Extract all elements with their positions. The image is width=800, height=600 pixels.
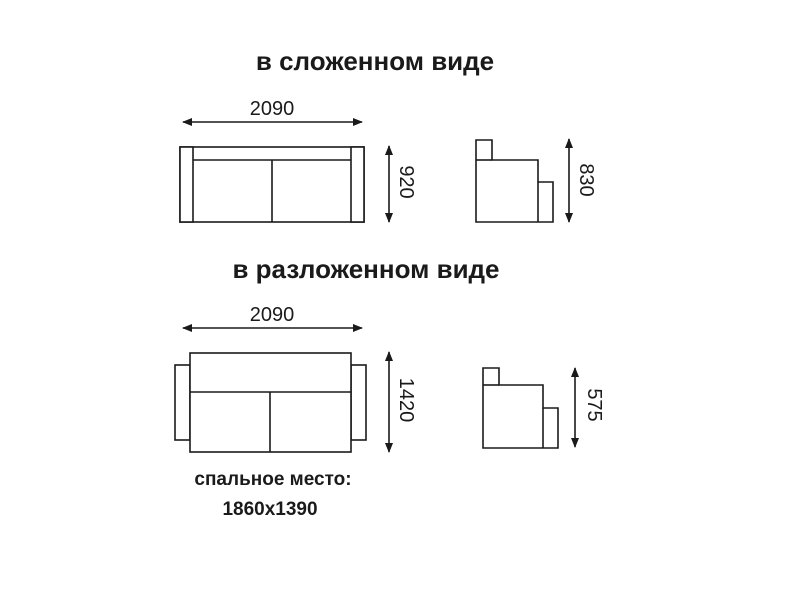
- sleeping-area-size: 1860x1390: [222, 499, 318, 520]
- unfolded-depth-label: 1420: [395, 377, 417, 423]
- folded-sofa-side-profile: [476, 140, 553, 222]
- unfolded-height-label: 575: [583, 388, 605, 422]
- folded-sofa-top-view: [180, 147, 364, 222]
- unfolded-width-label: 2090: [249, 304, 295, 326]
- unfolded-sofa-top-view: [175, 353, 366, 452]
- folded-height-label: 830: [575, 163, 597, 197]
- folded-width-label: 2090: [249, 98, 295, 120]
- sleeping-area-label: спальное место:: [194, 469, 352, 490]
- unfolded-depth-dimension: [389, 352, 417, 452]
- unfolded-height-dimension: [575, 368, 605, 447]
- folded-depth-label: 920: [395, 165, 417, 199]
- folded-width-dimension: [183, 98, 362, 122]
- folded-height-dimension: [569, 139, 597, 222]
- folded-title: в сложенном виде: [255, 46, 495, 76]
- unfolded-title: в разложенном виде: [232, 254, 500, 284]
- unfolded-width-dimension: [183, 304, 362, 328]
- folded-depth-dimension: [389, 146, 417, 222]
- unfolded-sofa-side-profile: [483, 368, 558, 448]
